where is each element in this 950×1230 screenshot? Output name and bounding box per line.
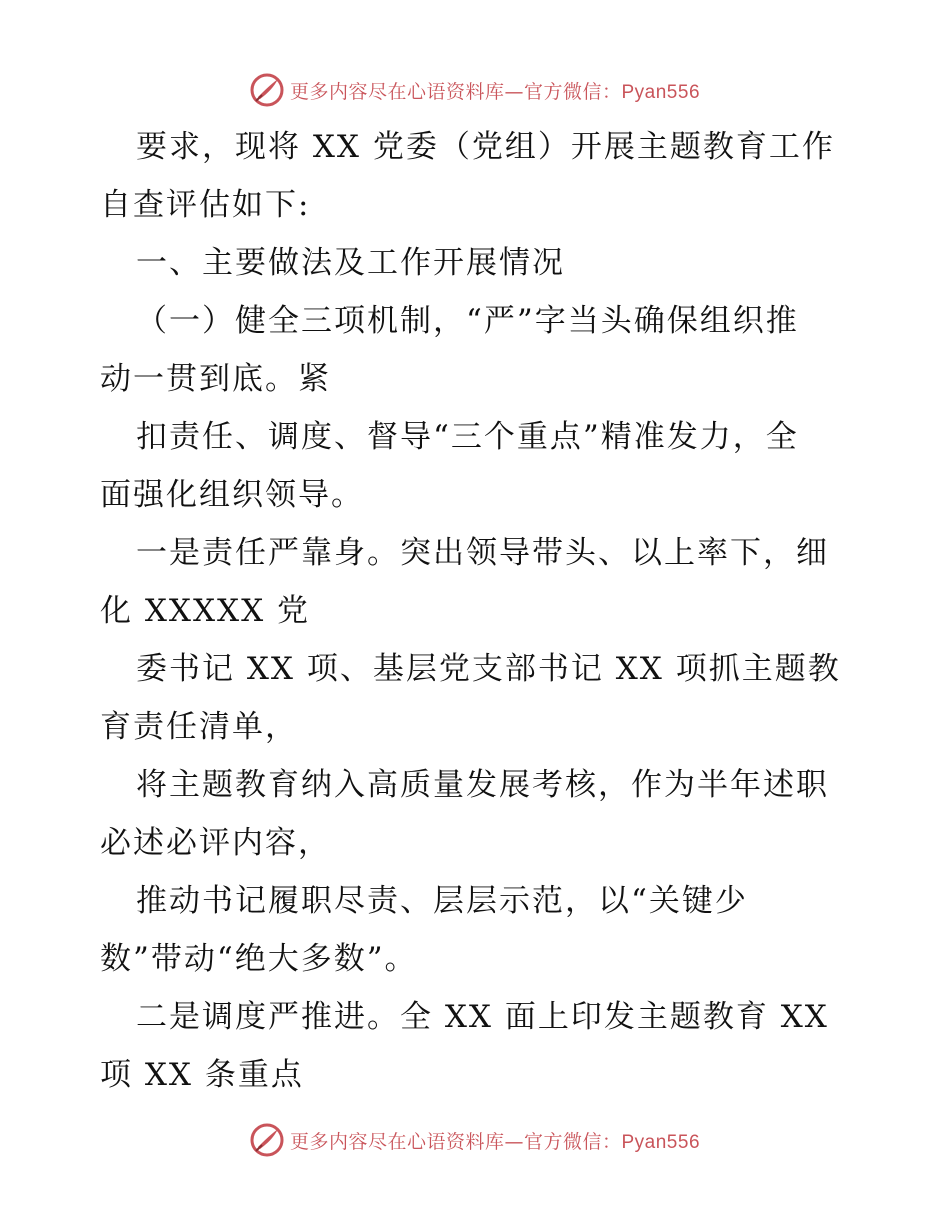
text-line: 将主题教育纳入高质量发展考核，作为半年述职 xyxy=(136,767,829,803)
text-line: 育责任清单， xyxy=(100,709,298,745)
feather-pen-logo-icon xyxy=(250,1123,284,1157)
banner-text xyxy=(290,1127,700,1154)
text-line: 自查评估如下: xyxy=(100,187,311,223)
banner-separator: — xyxy=(504,80,524,103)
section-heading: 一、主要做法及工作开展情况 xyxy=(136,245,565,281)
banner-site-text: 更多内容尽在心语资料库 xyxy=(289,1130,505,1153)
text-line: 推动书记履职尽责、层层示范，以“关键少 xyxy=(136,883,748,919)
header-watermark-banner xyxy=(0,70,950,110)
text-line: 一是责任严靠身。突出领导带头、以上率下，细 xyxy=(136,535,829,571)
banner-wechat-label: 官方微信： xyxy=(523,80,622,103)
banner-inner xyxy=(250,1123,700,1157)
banner-site-text: 更多内容尽在心语资料库 xyxy=(289,80,505,103)
feather-pen-logo-icon xyxy=(250,73,284,107)
text-line: 委书记 XX 项、基层党支部书记 XX 项抓主题教 xyxy=(136,651,841,687)
banner-inner xyxy=(250,73,700,107)
text-line: 数”带动“绝大多数”。 xyxy=(100,941,418,977)
text-line: 项 XX 条重点 xyxy=(100,1057,304,1093)
banner-text xyxy=(290,77,700,104)
banner-wechat-id: Pyan556 xyxy=(621,1131,701,1153)
subsection-heading: （一）健全三项机制，“严”字当头确保组织推 xyxy=(136,303,799,339)
banner-wechat-label: 官方微信： xyxy=(523,1130,622,1153)
text-line: 扣责任、调度、督导“三个重点”精准发力，全 xyxy=(136,419,799,455)
text-line: 必述必评内容， xyxy=(100,825,331,861)
document-body xyxy=(100,118,855,1104)
banner-separator: — xyxy=(504,1130,524,1153)
text-line: 面强化组织领导。 xyxy=(100,477,364,513)
text-line: 动一贯到底。紧 xyxy=(100,361,331,397)
text-line: 化 XXXXX 党 xyxy=(100,593,311,629)
footer-watermark-banner xyxy=(0,1120,950,1160)
banner-wechat-id: Pyan556 xyxy=(621,81,701,103)
text-line: 二是调度严推进。全 XX 面上印发主题教育 XX xyxy=(136,999,829,1035)
text-line: 要求，现将 XX 党委（党组）开展主题教育工作 xyxy=(136,129,835,165)
